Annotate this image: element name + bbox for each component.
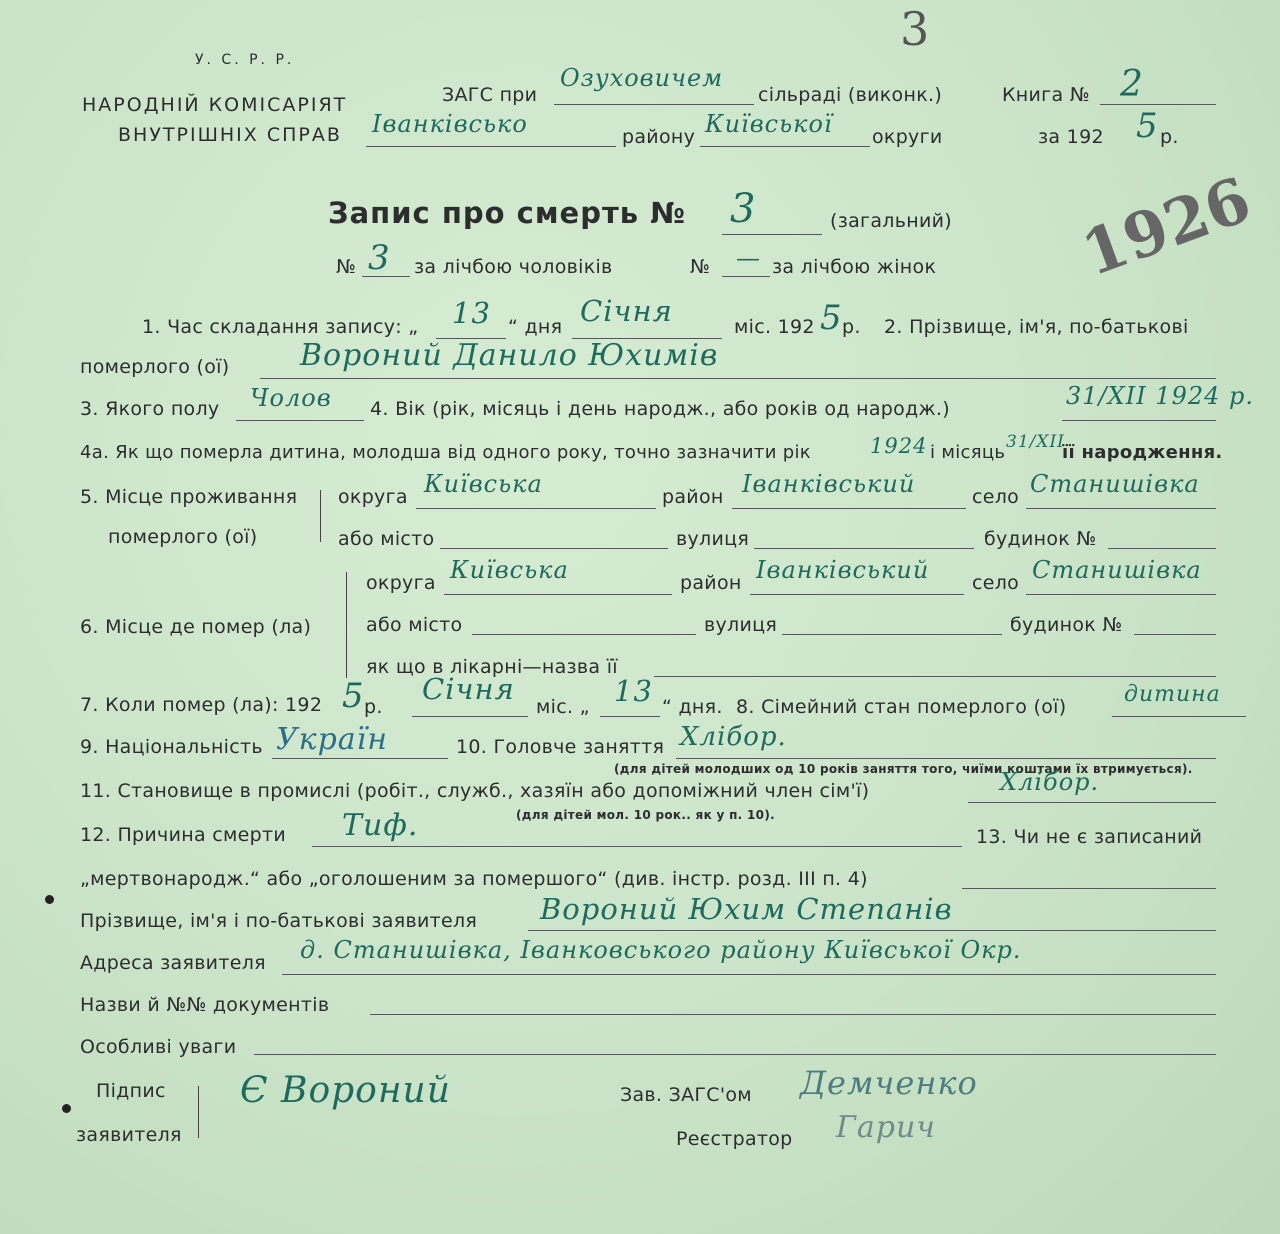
f7-mis-label: міс. „ <box>536 696 590 718</box>
f5-raion-underline <box>732 508 966 509</box>
f6-raion-value: Іванківський <box>756 556 930 584</box>
knyga-label: Книга № <box>1002 84 1090 106</box>
f5-budynok-label: будинок № <box>984 528 1097 550</box>
f5-raion-label: район <box>662 486 724 508</box>
commissariat-line-2: ВНУТРІШНІХ СПРАВ <box>118 124 342 146</box>
f7-dnia-label: “ дня. <box>662 696 723 718</box>
women-no-sign: № <box>690 256 711 278</box>
village-council-value: Озуховичем <box>560 64 724 92</box>
f2-name-value: Вороний Данило Юхимів <box>300 338 719 373</box>
f6-vulytsia-underline <box>782 634 1002 635</box>
f8-underline <box>1112 716 1246 717</box>
f5-okruga-value: Київська <box>424 470 543 498</box>
commissariat-line-1: НАРОДНІЙ КОМІСАРІЯТ <box>82 94 348 116</box>
header-okruga-value: Київської <box>705 110 833 138</box>
f6-hospital-label: як що в лікарні—назва її <box>366 656 618 678</box>
f1-r-label: р. <box>842 316 861 338</box>
f11-value: Хлібор. <box>1000 768 1100 796</box>
f6-vulytsia-label: вулиця <box>704 614 778 636</box>
f7-month-value: Січня <box>422 672 515 706</box>
f5-vulytsia-label: вулиця <box>676 528 750 550</box>
f4-age-value: 31/XII 1924 р. <box>1066 382 1254 410</box>
f5-brace <box>320 490 321 542</box>
f12-value: Тиф. <box>342 808 419 843</box>
women-label: за лічбою жінок <box>772 256 937 278</box>
f3-sex-value: Чолов <box>250 384 332 412</box>
f5-raion-value: Іванківський <box>742 470 916 498</box>
f13-label: 13. Чи не є записаний <box>976 826 1203 848</box>
f1-label: 1. Час складання запису: „ <box>142 316 419 338</box>
f11-note: (для дітей мол. 10 рок.. як у п. 10). <box>516 808 775 822</box>
f13-underline <box>962 888 1216 889</box>
ussr-label: У. С. Р. Р. <box>195 52 295 68</box>
docs-label: Назви й №№ документів <box>80 994 330 1016</box>
zav-zags-label: Зав. ЗАГС'ом <box>620 1084 752 1106</box>
zagalnyi-label: (загальний) <box>830 210 952 232</box>
f6-okruga-value: Київська <box>450 556 569 584</box>
f5-okruga-label: округа <box>338 486 408 508</box>
f12-underline <box>312 846 962 847</box>
f2-label-2: померлого (ої) <box>80 356 230 378</box>
address-label: Адреса заявителя <box>80 952 266 974</box>
men-label: за лічбою чоловіків <box>414 256 613 278</box>
address-value: д. Станишівка, Іванковського району Київської Окр. <box>300 936 1022 964</box>
f4a-end-label: її народження. <box>1062 442 1223 463</box>
notes-underline <box>254 1054 1216 1055</box>
f6-selo-label: село <box>972 572 1020 594</box>
notes-label: Особливі уваги <box>80 1036 237 1058</box>
men-no-sign: № <box>336 256 357 278</box>
docs-underline <box>370 1014 1216 1015</box>
f6-okruga-underline <box>444 594 672 595</box>
f4a-month-label: і місяць <box>930 442 1006 463</box>
address-underline <box>282 974 1216 975</box>
record-number-value: 3 <box>730 186 757 232</box>
f7-label: 7. Коли помер (ла): 192 <box>80 694 323 716</box>
f4a-month-value: 31/XII <box>1006 432 1065 452</box>
f3-sex-underline <box>236 420 364 421</box>
f11-label: 11. Становище в промислі (робіт., служб., хазяїн або допоміжний член сім'ї) <box>80 780 870 802</box>
zav-signature: Демченко <box>800 1064 978 1102</box>
record-number-underline <box>722 234 822 235</box>
silradi-label: сільраді (виконк.) <box>758 84 943 106</box>
header-raion-value: Іванківсько <box>372 110 528 138</box>
f6-misto-underline <box>472 634 696 635</box>
f8-label: 8. Сімейний стан померлого (ої) <box>736 696 1067 718</box>
f5-selo-label: село <box>972 486 1020 508</box>
header-year-value: 5 <box>1136 106 1159 146</box>
f5-selo-underline <box>1026 508 1216 509</box>
knyga-number-value: 2 <box>1120 64 1144 105</box>
f6-label: 6. Місце де помер (ла) <box>80 616 312 638</box>
header-okruga-underline <box>700 146 870 147</box>
f6-selo-value: Станишівка <box>1032 556 1202 584</box>
women-count-value: — <box>736 244 761 272</box>
okrugy-label: округи <box>872 126 943 148</box>
f5-vulytsia-underline <box>754 548 974 549</box>
f6-selo-underline <box>1026 594 1216 595</box>
header-raion-underline <box>366 146 616 147</box>
signature-brace <box>198 1086 199 1138</box>
f10-note: (для дітей молодших од 10 років заняття того, чиїми коштами їх втримується). <box>614 762 1193 776</box>
zags-pri-label: ЗАГС при <box>442 84 538 106</box>
registrar-signature: Гарич <box>836 1110 936 1145</box>
f7-day-value: 13 <box>614 674 653 708</box>
punch-hole-bottom <box>62 1104 71 1113</box>
applicant-underline <box>528 930 1216 931</box>
signature-label: Підпис <box>96 1080 166 1102</box>
f8-value: дитина <box>1124 682 1221 707</box>
f5-label: 5. Місце проживання <box>80 486 298 508</box>
f5-selo-value: Станишівка <box>1030 470 1200 498</box>
f6-raion-label: район <box>680 572 742 594</box>
punch-hole-top <box>45 895 54 904</box>
f5-misto-underline <box>440 548 668 549</box>
raionu-label: району <box>622 126 696 148</box>
men-count-underline <box>362 276 410 277</box>
f3-label: 3. Якого полу <box>80 398 220 420</box>
f9-value: Україн <box>276 722 389 757</box>
f5-label-2: померлого (ої) <box>108 526 258 548</box>
f5-budynok-underline <box>1108 548 1216 549</box>
f7-year-value: 5 <box>342 676 365 716</box>
f11-underline <box>968 802 1216 803</box>
f4-label: 4. Вік (рік, місяць і день народж., або років од народж.) <box>370 398 950 420</box>
knyga-underline <box>1100 104 1216 105</box>
men-count-value: 3 <box>368 238 391 278</box>
applicant-label: Прізвище, ім'я і по-батькові заявителя <box>80 910 478 932</box>
f6-abo-misto-label: або місто <box>366 614 463 636</box>
za-year-label: за 192 <box>1038 126 1104 148</box>
f12-label: 12. Причина смерти <box>80 824 286 846</box>
f6-brace <box>346 572 347 678</box>
pencil-mark-side: 1926 <box>1072 162 1260 291</box>
applicant-value: Вороний Юхим Степанів <box>540 892 953 926</box>
f6-budynok-label: будинок № <box>1010 614 1123 636</box>
record-title: Запис про смерть № <box>328 196 687 230</box>
f10-underline <box>676 758 1216 759</box>
f4-age-underline <box>1062 420 1216 421</box>
f9-label: 9. Національність <box>80 736 263 758</box>
f6-budynok-underline <box>1134 634 1216 635</box>
f6-raion-underline <box>750 594 964 595</box>
village-council-underline <box>554 104 754 105</box>
pencil-mark-top: 3 <box>900 2 930 56</box>
women-count-underline <box>722 276 770 277</box>
f6-hospital-underline <box>654 676 1216 677</box>
f6-okruga-label: округа <box>366 572 436 594</box>
header-r-label: р. <box>1160 126 1179 148</box>
f1-mis-label: міс. 192 <box>734 316 815 338</box>
f4a-year-value: 1924 <box>870 434 928 458</box>
f7-r-label: р. <box>364 696 383 718</box>
f2-name-underline <box>260 378 1216 379</box>
f4a-label: 4а. Як що померла дитина, молодша від одного року, точно зазначити рік <box>80 442 811 463</box>
f5-abo-misto-label: або місто <box>338 528 435 550</box>
f7-month-underline <box>412 716 528 717</box>
registrar-label: Реєстратор <box>676 1128 793 1150</box>
f1-month-value: Січня <box>580 294 673 328</box>
f13-label-2: „мертвонародж.“ або „оголошеним за помершого“ (див. інстр. розд. III п. 4) <box>80 868 868 890</box>
applicant-sig-label: заявителя <box>76 1124 182 1146</box>
f10-value: Хлібор. <box>680 722 787 752</box>
applicant-signature: Є Вороний <box>240 1070 451 1111</box>
f1-year-value: 5 <box>820 298 843 338</box>
f10-label: 10. Головче заняття <box>456 736 665 758</box>
f7-day-underline <box>600 716 660 717</box>
f2-label: 2. Прізвище, ім'я, по-батькові <box>884 316 1189 338</box>
f1-day-value: 13 <box>452 296 491 330</box>
f5-okruga-underline <box>416 508 656 509</box>
f9-underline <box>272 758 448 759</box>
f1-dnia-label: “ дня <box>508 316 563 338</box>
